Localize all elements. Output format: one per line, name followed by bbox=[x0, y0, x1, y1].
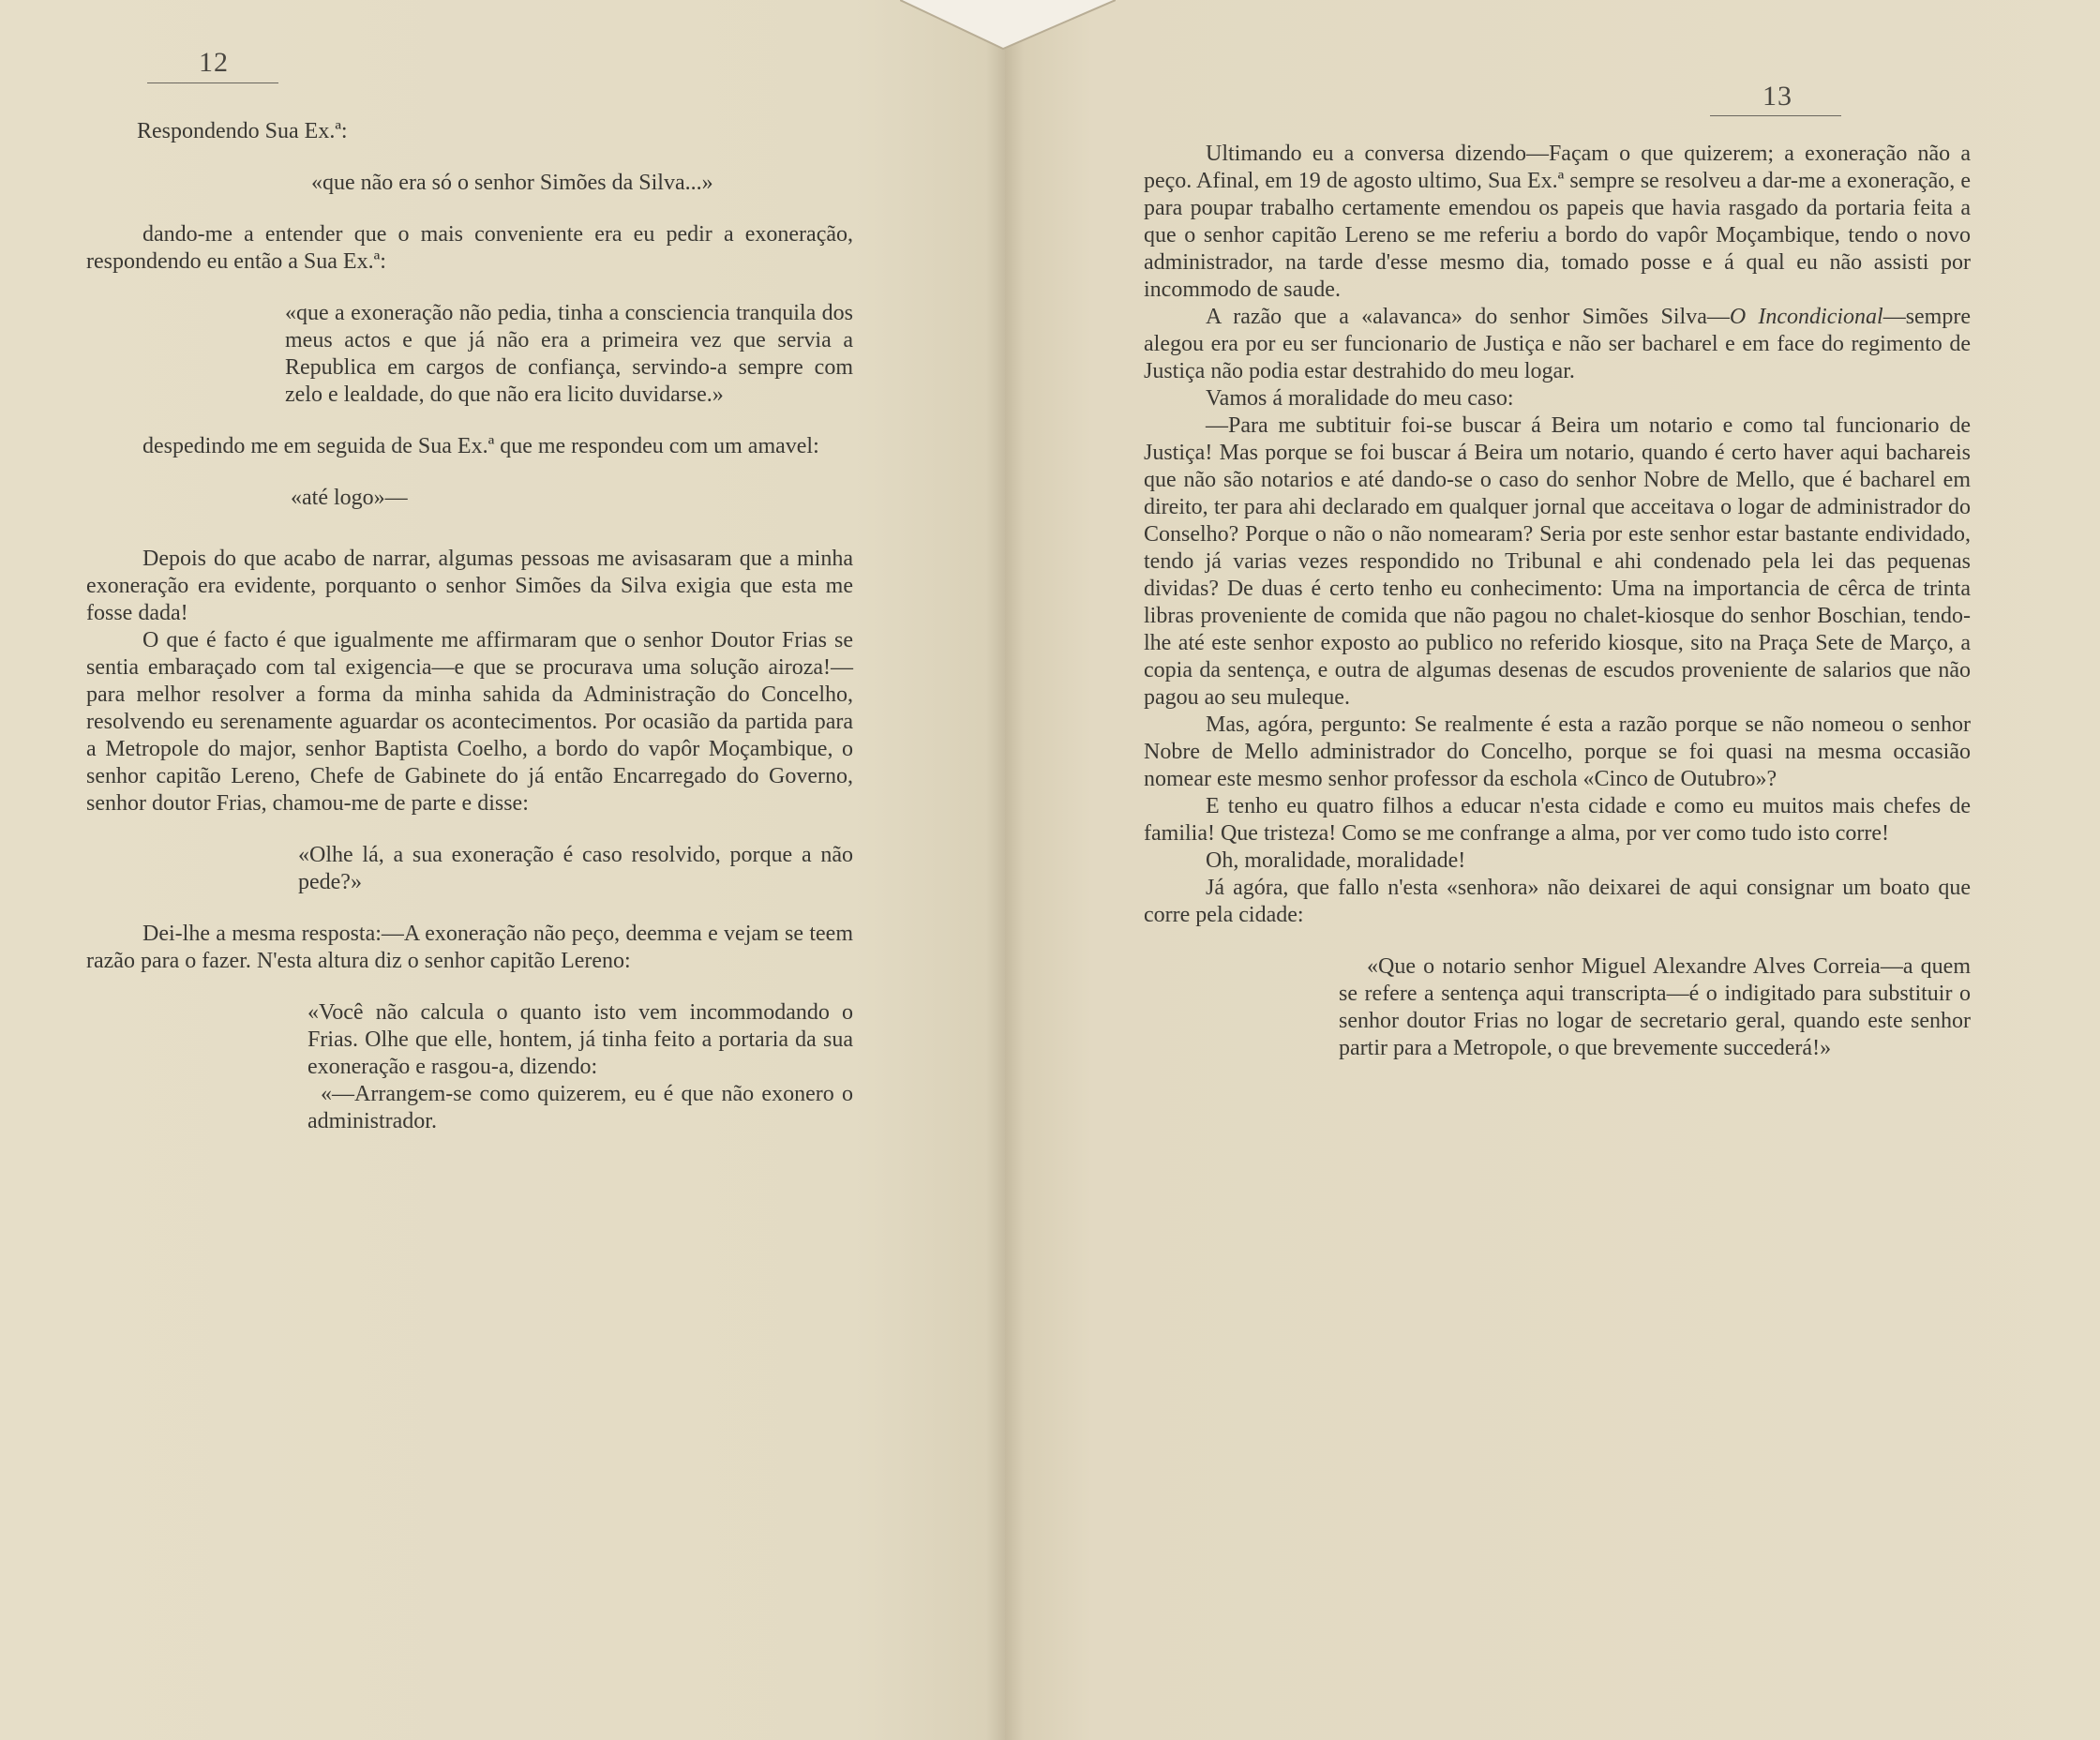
quote: «—Arrangem-se como quizerem, eu é que não exonero o administrador. bbox=[308, 1082, 853, 1133]
paragraph: Ultimando eu a conversa dizendo—Façam o que quizerem; a exoneração não a peço. Afinal, em 19 de agosto ultimo, Sua Ex.ª sempre se resolveu a dar-me a exoneração, e para poupar trabalho certamente emendou os papeis que havia rasgado da portaria feita a que o senhor capitão Lereno se me referiu a bordo do vapôr Moçambique, tendo o novo administrador, na tarde d'esse mesmo dia, tomado posse e á qual eu não assisti por incommodo de saude. bbox=[1144, 142, 1971, 302]
paragraph: O que é facto é que igualmente me affirmaram que o senhor Doutor Frias se sentia embaraçado com tal exigencia—e que se procurava uma solução airoza!—para melhor resolver a forma da minha sahida da Administração do Concelho, resolvendo eu serenamente aguardar os acontecimentos. Por ocasião da partida para a Metropole do major, senhor Baptista Coelho, a bordo do vapôr Moçambique, o senhor capitão Lereno, Chefe de Gabinete do já então Encarregado do Governo, senhor doutor Frias, chamou-me de parte e disse: bbox=[86, 628, 853, 816]
paragraph: despedindo me em seguida de Sua Ex.ª que me respondeu com um amavel: bbox=[142, 434, 819, 458]
paragraph: Oh, moralidade, moralidade! bbox=[1206, 848, 1466, 873]
paragraph bbox=[1144, 304, 1971, 385]
page-number-right: 13 bbox=[1762, 81, 1792, 112]
paragraph: —Para me subtituir foi-se buscar á Beira um notario e como tal funcionario de Justiça! Mas porque se foi buscar á Beira um notario, quando é certo haver aqui bachareis que não são notarios e até dando-se o caso do senhor Nobre de Mello, que é bacharel em direito, ter para ahi declarado em qualquer jornal que acceitava o logar de administrador do Conselho? Porque o não o não nomearam? Seria por este senhor estar bastante endividado, tendo já varias vezes respondido no Tribunal e ahi condenado pela lei das pequenas dividas? De duas é certo tenho eu conhecimento: Uma na importancia de cêrca de trinta libras proveniente de comida que não pagou no chalet-kiosque do senhor Boschian, tendo-lhe até este senhor exposto ao publico no referido kiosque, sito na Praça Sete de Março, a copia da sentença, e outra de algumas desenas de escudos proveniente de salarios que não pagou ao seu muleque. bbox=[1144, 413, 1971, 710]
left-page-text bbox=[86, 118, 853, 1135]
paragraph: Já agóra, que fallo n'esta «senhora» não deixarei de aqui consignar um boato que corre pela cidade: bbox=[1144, 876, 1971, 927]
paragraph: Respondendo Sua Ex.ª: bbox=[137, 119, 348, 143]
page-number-left: 12 bbox=[199, 47, 229, 78]
page-number-rule-right bbox=[1710, 115, 1841, 116]
quote: «que não era só o senhor Simões da Silva...» bbox=[311, 171, 713, 195]
folded-corner bbox=[900, 0, 1116, 52]
right-page-text bbox=[1144, 141, 1971, 1062]
left-page bbox=[0, 0, 1005, 1740]
quote: «até logo»— bbox=[291, 486, 408, 510]
quote: «Olhe lá, a sua exoneração é caso resolvido, porque a não pede?» bbox=[298, 843, 853, 894]
paragraph: Mas, agóra, pergunto: Se realmente é esta a razão porque se não nomeou o senhor Nobre de Mello administrador do Concelho, porque se foi quasi na mesma occasião nomear este mesmo senhor professor da eschola «Cinco de Outubro»? bbox=[1144, 712, 1971, 791]
paragraph: Vamos á moralidade do meu caso: bbox=[1206, 386, 1514, 411]
quote: «que a exoneração não pedia, tinha a consciencia tranquila dos meus actos e que já não era a primeira vez que servia a Republica em cargos de confiança, servindo-a sempre com zelo e lealdade, do que não era licito duvidarse.» bbox=[285, 301, 853, 407]
quote: «Você não calcula o quanto isto vem incommodando o Frias. Olhe que elle, hontem, já tinha feito a portaria da sua exoneração e rasgou-a, dizendo: bbox=[308, 1000, 853, 1079]
paragraph: dando-me a entender que o mais conveniente era eu pedir a exoneração, respondendo eu então a Sua Ex.ª: bbox=[86, 222, 853, 274]
paragraph: E tenho eu quatro filhos a educar n'esta cidade e como eu muitos mais chefes de familia! Que tristeza! Como se me confrange a alma, por ver como tudo isto corre! bbox=[1144, 794, 1971, 846]
newspaper-title: O Incondicional bbox=[1729, 305, 1883, 329]
paragraph-part: A razão que a «alavanca» do senhor Simões Silva— bbox=[1206, 305, 1730, 329]
book-gutter bbox=[986, 0, 1024, 1740]
paragraph: Dei-lhe a mesma resposta:—A exoneração não peço, deemma e vejam se teem razão para o fazer. N'esta altura diz o senhor capitão Lereno: bbox=[86, 922, 853, 973]
right-page bbox=[1005, 0, 2100, 1740]
paragraph: Depois do que acabo de narrar, algumas pessoas me avisasaram que a minha exoneração era evidente, porquanto o senhor Simões da Silva exigia que esta me fosse dada! bbox=[86, 547, 853, 625]
quote: «Que o notario senhor Miguel Alexandre Alves Correia—a quem se refere a sentença aqui transcripta—é o indigitado para substituir o senhor doutor Frias no logar de secretario geral, quando este senhor partir para a Metropole, o que brevemente succederá!» bbox=[1339, 954, 1971, 1060]
paragraph-part: —sempre alegou era por eu ser funcionario de Justiça e não ser bacharel e em face do regimento de Justiça não podia estar destrahido do meu logar. bbox=[1144, 305, 1971, 383]
page-number-rule-left bbox=[147, 82, 278, 83]
